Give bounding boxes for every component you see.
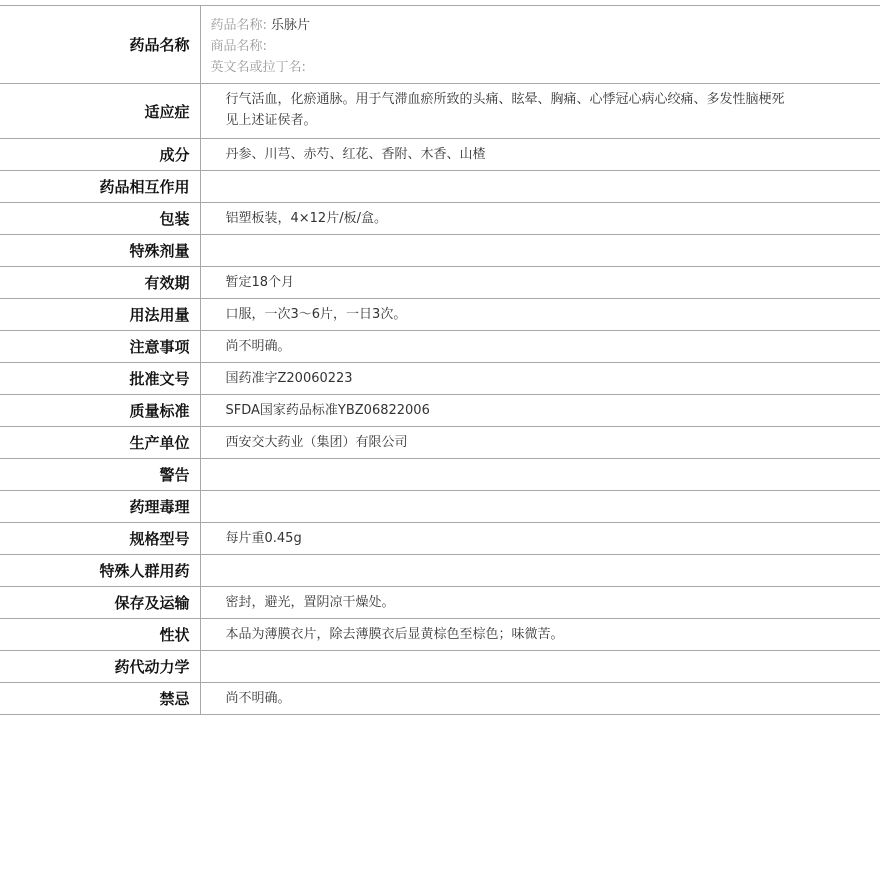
spec-row-storage [0,587,880,619]
spec-row-approval-number [0,363,880,395]
spec-label: 批准文号 [0,363,200,395]
generic-name-line [211,15,871,36]
spec-label: 有效期 [0,267,200,299]
spec-value: 每片重0.45g [225,531,302,546]
spec-value: 口服，一次3～6片，一日3次。 [225,307,407,322]
drug-spec-table [0,5,880,715]
spec-label: 警告 [0,459,200,491]
spec-value [200,651,880,683]
spec-value [200,6,880,84]
spec-row-interactions [0,171,880,203]
spec-row-precautions [0,331,880,363]
english-name-line [211,57,871,78]
spec-value [200,235,880,267]
spec-value [200,459,880,491]
spec-row-description [0,619,880,651]
spec-label: 成分 [0,139,200,171]
spec-row-warning [0,459,880,491]
spec-value: SFDA国家药品标准YBZ06822006 [225,403,430,418]
spec-label: 生产单位 [0,427,200,459]
spec-label: 药理毒理 [0,491,200,523]
spec-label: 规格型号 [0,523,200,555]
spec-row-quality-standard [0,395,880,427]
spec-label: 禁忌 [0,683,200,715]
spec-row-special-populations [0,555,880,587]
spec-row-special-dosage [0,235,880,267]
generic-name-value: 乐脉片 [271,18,311,33]
spec-row-usage-dosage [0,299,880,331]
spec-label: 注意事项 [0,331,200,363]
spec-row-contraindications [0,683,880,715]
generic-name-label: 药品名称: [210,18,267,33]
spec-value [200,491,880,523]
trade-name-line [211,36,871,57]
spec-row-ingredients [0,139,880,171]
spec-value: 西安交大药业（集团）有限公司 [225,435,408,450]
spec-label: 包装 [0,203,200,235]
spec-label: 质量标准 [0,395,200,427]
spec-value: 铝塑板装，4×12片/板/盒。 [225,211,387,226]
spec-value [200,171,880,203]
spec-value: 密封，避光，置阴凉干燥处。 [225,595,395,610]
spec-label: 特殊剂量 [0,235,200,267]
spec-row-indications [0,84,880,139]
spec-row-specification [0,523,880,555]
spec-label: 特殊人群用药 [0,555,200,587]
spec-label: 药品名称 [0,6,200,84]
spec-label: 性状 [0,619,200,651]
spec-row-drug-name [0,6,880,84]
spec-label: 药品相互作用 [0,171,200,203]
spec-value: 尚不明确。 [225,691,291,706]
trade-name-label: 商品名称: [210,39,267,54]
spec-row-packaging [0,203,880,235]
spec-row-manufacturer [0,427,880,459]
spec-label: 适应症 [0,84,200,139]
spec-value: 本品为薄膜衣片，除去薄膜衣后显黄棕色至棕色；味微苦。 [225,627,564,642]
spec-label: 保存及运输 [0,587,200,619]
spec-row-pharmacokinetics [0,651,880,683]
spec-value: 暂定18个月 [225,275,295,290]
spec-row-shelf-life [0,267,880,299]
spec-value: 丹参、川芎、赤芍、红花、香附、木香、山楂 [225,147,486,162]
spec-value: 尚不明确。 [225,339,291,354]
spec-row-pharmacology [0,491,880,523]
spec-label: 药代动力学 [0,651,200,683]
spec-value: 行气活血，化瘀通脉。用于气滞血瘀所致的头痛、眩晕、胸痛、心悸冠心病心绞痛、多发性脑梗死见上述证侯者。 [225,92,785,128]
spec-value: 国药准字Z20060223 [225,371,353,386]
spec-value [200,555,880,587]
spec-label: 用法用量 [0,299,200,331]
english-name-label: 英文名或拉丁名: [210,60,306,75]
